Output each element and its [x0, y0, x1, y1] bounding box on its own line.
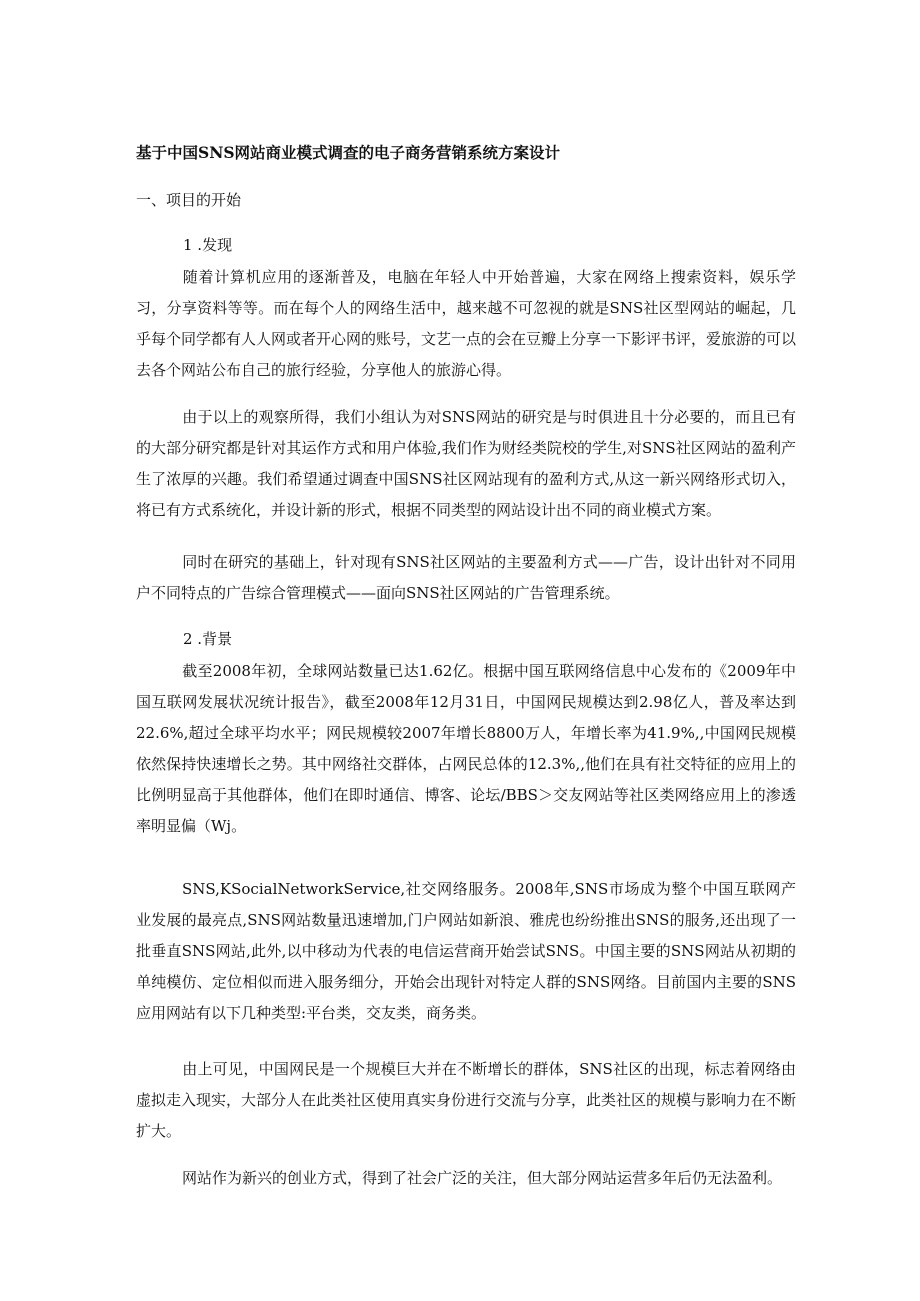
subsection-heading-discovery: 1 .发现: [183, 236, 233, 254]
paragraph: 由上可见，中国网民是一个规模巨大并在不断增长的群体，SNS社区的出现，标志着网络由虚拟走入现实，大部分人在此类社区使用真实身份进行交流与分享，此类社区的规模与影响力在不断扩大。: [136, 1060, 797, 1140]
paragraph: 由于以上的观察所得，我们小组认为对SNS网站的研究是与时俱进且十分必要的，而且已有的大部分研究都是针对其运作方式和用户体验,我们作为财经类院校的学生,对SNS社区网站的盈利产生了浓厚的兴趣。我们希望通过调查中国SNS社区网站现有的盈利方式,从这一新兴网络形式切入，将已有方式系统化，并设计新的形式，根据不同类型的网站设计出不同的商业模式方案。: [136, 408, 796, 519]
paragraph: SNS,KSocialNetworkService,社交网络服务。2008年,SNS市场成为整个中国互联网产业发展的最亮点,SNS网站数量迅速增加,门户网站如新浪、雅虎也纷纷推出SNS的服务,还出现了一批垂直SNS网站,此外,以中移动为代表的电信运营商开始尝试SNS。中国主要的SNS网站从初期的单纯模仿、定位相似而进入服务细分，开始会出现针对特定人群的SNS网络。目前国内主要的SNS应用网站有以下几种类型:平台类，交友类，商务类。: [136, 880, 796, 1022]
section-heading: 一、项目的开始: [136, 191, 242, 209]
paragraph: 同时在研究的基础上，针对现有SNS社区网站的主要盈利方式——广告，设计出针对不同用户不同特点的广告综合管理模式——面向SNS社区网站的广告管理系统。: [136, 553, 796, 602]
paragraph: 随着计算机应用的逐渐普及，电脑在年轻人中开始普遍，大家在网络上搜索资料，娱乐学习，分享资料等等。而在每个人的网络生活中，越来越不可忽视的就是SNS社区型网站的崛起，几乎每个同学都有人人网或者开心网的账号，文艺一点的会在豆瓣上分享一下影评书评，爱旅游的可以去各个网站公布自己的旅行经验，分享他人的旅游心得。: [136, 268, 797, 379]
document-title: 基于中国SNS网站商业模式调查的电子商务营销系统方案设计: [136, 143, 561, 162]
subsection-heading-background: 2 .背景: [183, 630, 233, 648]
paragraph: 截至2008年初，全球网站数量已达1.62亿。根据中国互联网络信息中心发布的《2009年中国互联网发展状况统计报告》，截至2008年12月31日，中国网民规模达到2.98亿人，普及率达到22.6%,超过全球平均水平；网民规模较2007年增长8800万人，年增长率为41.9%,,中国网民规模依然保持快速增长之势。其中网络社交群体，占网民总体的12.3%,,他们在具有社交特征的应用上的比例明显高于其他群体，他们在即时通信、博客、论坛/BBS＞交友网站等社区类网络应用上的渗透率明显偏（Wj。: [136, 662, 796, 835]
paragraph: 网站作为新兴的创业方式，得到了社会广泛的关注，但大部分网站运营多年后仍无法盈利。: [182, 1169, 783, 1187]
